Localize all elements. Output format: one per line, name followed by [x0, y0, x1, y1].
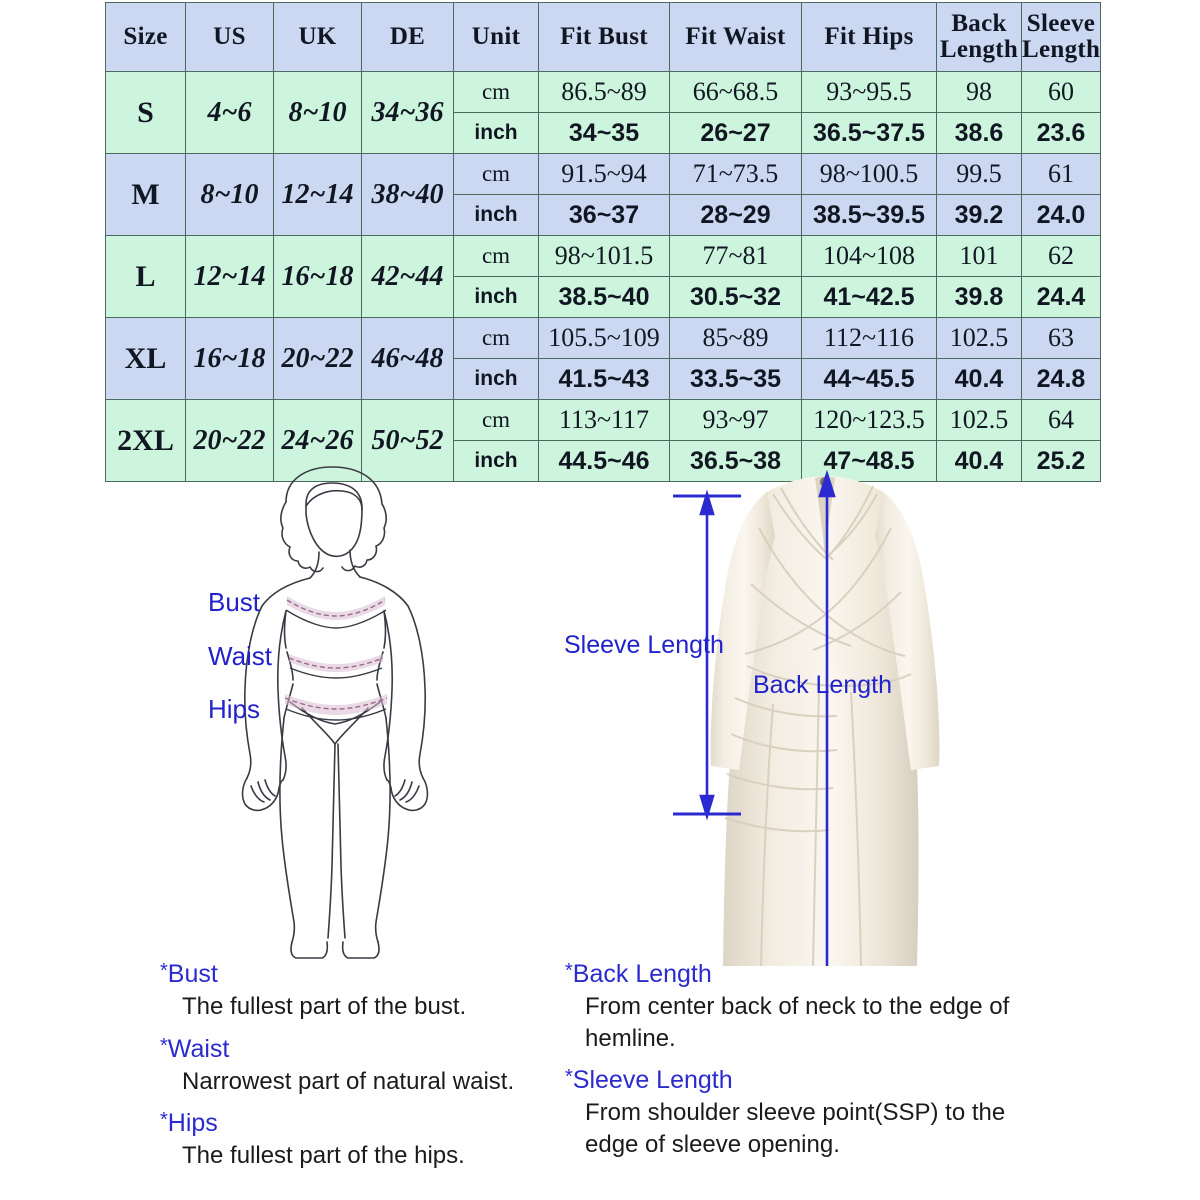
cell-waist-cm: 93~97	[670, 400, 802, 441]
cell-bust-cm: 98~101.5	[539, 236, 670, 277]
cell-size: S	[106, 72, 186, 154]
cell-bust-inch: 41.5~43	[539, 359, 670, 400]
cell-size: L	[106, 236, 186, 318]
note-term-label: Back Length	[572, 960, 712, 988]
cell-us: 4~6	[186, 72, 274, 154]
cell-size: M	[106, 154, 186, 236]
cell-waist-inch: 28~29	[670, 195, 802, 236]
cell-back-inch: 39.2	[937, 195, 1022, 236]
size-chart-table-container	[105, 2, 1101, 475]
bust-measure-band	[286, 596, 386, 628]
torso-left-upper	[285, 611, 287, 648]
dress-figure	[655, 466, 1075, 966]
leg-left-outer	[280, 718, 295, 942]
note-desc-sleeve-length: From shoulder sleeve point(SSP) to the edge of sleeve opening.	[585, 1099, 1006, 1159]
note-desc-hips: The fullest part of the hips.	[182, 1142, 465, 1170]
measurement-notes	[0, 960, 1200, 1200]
cell-bust-inch: 44.5~46	[539, 441, 670, 482]
cell-bust-inch: 36~37	[539, 195, 670, 236]
bullet-star: *	[565, 960, 573, 982]
cell-bust-inch: 38.5~40	[539, 277, 670, 318]
cell-de: 34~36	[362, 72, 454, 154]
cell-back-cm: 99.5	[937, 154, 1022, 195]
leg-right-outer	[376, 718, 391, 942]
cell-hips-cm: 120~123.5	[802, 400, 937, 441]
cell-waist-cm: 66~68.5	[670, 72, 802, 113]
dress-label-sleeve-length: Sleeve Length	[564, 631, 724, 659]
cell-hips-inch: 38.5~39.5	[802, 195, 937, 236]
body-label-waist: Waist	[208, 641, 273, 671]
bullet-star: *	[565, 1066, 573, 1089]
cell-sleeve-cm: 60	[1022, 72, 1101, 113]
cell-hips-cm: 104~108	[802, 236, 937, 277]
cell-waist-inch: 26~27	[670, 113, 802, 154]
measurement-diagrams	[0, 466, 1200, 966]
cell-waist-cm: 85~89	[670, 318, 802, 359]
cell-bust-cm: 91.5~94	[539, 154, 670, 195]
cell-uk: 24~26	[274, 400, 362, 482]
cell-sleeve-cm: 64	[1022, 400, 1101, 441]
col-header-size: Size	[106, 3, 186, 72]
cell-uk: 12~14	[274, 154, 362, 236]
note-term-label: Waist	[167, 1034, 230, 1063]
hips-measure-band	[285, 694, 387, 720]
cell-us: 20~22	[186, 400, 274, 482]
arm-left	[245, 606, 262, 778]
body-label-bust: Bust	[208, 587, 261, 617]
notes-column-garment	[565, 960, 1065, 1173]
note-term-bust	[160, 960, 580, 989]
cell-sleeve-inch: 23.6	[1022, 113, 1101, 154]
note-term-label: Sleeve Length	[572, 1066, 733, 1095]
cell-waist-inch: 33.5~35	[670, 359, 802, 400]
col-header-fit-waist: Fit Waist	[670, 3, 802, 72]
cell-unit-inch: inch	[454, 277, 539, 318]
waist-measure-band	[289, 654, 383, 678]
cell-bust-cm: 86.5~89	[539, 72, 670, 113]
note-desc-waist: Narrowest part of natural waist.	[182, 1067, 515, 1095]
cell-de: 42~44	[362, 236, 454, 318]
cell-size: 2XL	[106, 400, 186, 482]
note-desc-bust: The fullest part of the bust.	[182, 993, 467, 1020]
cell-sleeve-inch: 24.4	[1022, 277, 1101, 318]
cell-hips-cm: 112~116	[802, 318, 937, 359]
cell-us: 8~10	[186, 154, 274, 236]
cell-back-inch: 40.4	[937, 441, 1022, 482]
table-row	[106, 154, 1101, 195]
table-row	[106, 72, 1101, 113]
cell-unit-inch: inch	[454, 195, 539, 236]
col-header-sleeve-length: Sleeve Length	[1022, 3, 1101, 72]
cell-size: XL	[106, 318, 186, 400]
cell-hips-cm: 93~95.5	[802, 72, 937, 113]
table-row	[106, 236, 1101, 277]
cell-unit-inch: inch	[454, 441, 539, 482]
cell-us: 16~18	[186, 318, 274, 400]
cell-waist-cm: 71~73.5	[670, 154, 802, 195]
cell-unit-cm: cm	[454, 400, 539, 441]
cell-unit-cm: cm	[454, 72, 539, 113]
note-term-hips	[160, 1109, 580, 1138]
cell-sleeve-inch: 24.8	[1022, 359, 1101, 400]
cell-uk: 20~22	[274, 318, 362, 400]
cell-uk: 16~18	[274, 236, 362, 318]
note-term-label: Bust	[167, 960, 218, 988]
cell-hips-inch: 47~48.5	[802, 441, 937, 482]
cell-hips-inch: 36.5~37.5	[802, 113, 937, 154]
bullet-star: *	[160, 960, 168, 982]
note-term-waist	[160, 1035, 580, 1064]
table-row	[106, 318, 1101, 359]
size-chart-table	[105, 2, 1101, 482]
col-header-us: US	[186, 3, 274, 72]
cell-sleeve-inch: 25.2	[1022, 441, 1101, 482]
cell-hips-inch: 41~42.5	[802, 277, 937, 318]
note-desc-back-length: From center back of neck to the edge of hemline.	[585, 993, 1010, 1052]
col-header-uk: UK	[274, 3, 362, 72]
cell-waist-inch: 30.5~32	[670, 277, 802, 318]
col-header-unit: Unit	[454, 3, 539, 72]
cell-bust-cm: 105.5~109	[539, 318, 670, 359]
shoulder-left	[262, 578, 310, 606]
note-term-label: Hips	[167, 1109, 218, 1138]
cell-waist-cm: 77~81	[670, 236, 802, 277]
cell-us: 12~14	[186, 236, 274, 318]
cell-back-cm: 102.5	[937, 400, 1022, 441]
cell-unit-inch: inch	[454, 113, 539, 154]
col-header-fit-hips: Fit Hips	[802, 3, 937, 72]
col-header-de: DE	[362, 3, 454, 72]
cell-hips-inch: 44~45.5	[802, 359, 937, 400]
cell-back-cm: 102.5	[937, 318, 1022, 359]
note-term-sleeve-length	[565, 1066, 1065, 1095]
cell-bust-inch: 34~35	[539, 113, 670, 154]
cell-back-inch: 40.4	[937, 359, 1022, 400]
cell-hips-cm: 98~100.5	[802, 154, 937, 195]
cell-sleeve-cm: 61	[1022, 154, 1101, 195]
cell-waist-inch: 36.5~38	[670, 441, 802, 482]
cell-sleeve-inch: 24.0	[1022, 195, 1101, 236]
notes-column-body	[160, 960, 580, 1184]
col-header-fit-bust: Fit Bust	[539, 3, 670, 72]
cell-de: 46~48	[362, 318, 454, 400]
cell-unit-inch: inch	[454, 359, 539, 400]
note-term-back-length	[565, 960, 1065, 989]
cell-sleeve-cm: 62	[1022, 236, 1101, 277]
bullet-star: *	[160, 1034, 168, 1057]
table-header-row	[106, 3, 1101, 72]
cell-back-inch: 39.8	[937, 277, 1022, 318]
table-row	[106, 400, 1101, 441]
col-header-back-length: Back Length	[937, 3, 1022, 72]
cell-de: 38~40	[362, 154, 454, 236]
cell-unit-cm: cm	[454, 318, 539, 359]
cell-de: 50~52	[362, 400, 454, 482]
bullet-star: *	[160, 1109, 168, 1132]
cell-uk: 8~10	[274, 72, 362, 154]
arm-right	[408, 606, 425, 778]
cell-unit-cm: cm	[454, 154, 539, 195]
body-label-hips: Hips	[208, 694, 261, 724]
cell-back-cm: 101	[937, 236, 1022, 277]
cell-bust-cm: 113~117	[539, 400, 670, 441]
cell-back-inch: 38.6	[937, 113, 1022, 154]
cell-unit-cm: cm	[454, 236, 539, 277]
cell-back-cm: 98	[937, 72, 1022, 113]
cell-sleeve-cm: 63	[1022, 318, 1101, 359]
dress-label-back-length: Back Length	[753, 671, 892, 699]
